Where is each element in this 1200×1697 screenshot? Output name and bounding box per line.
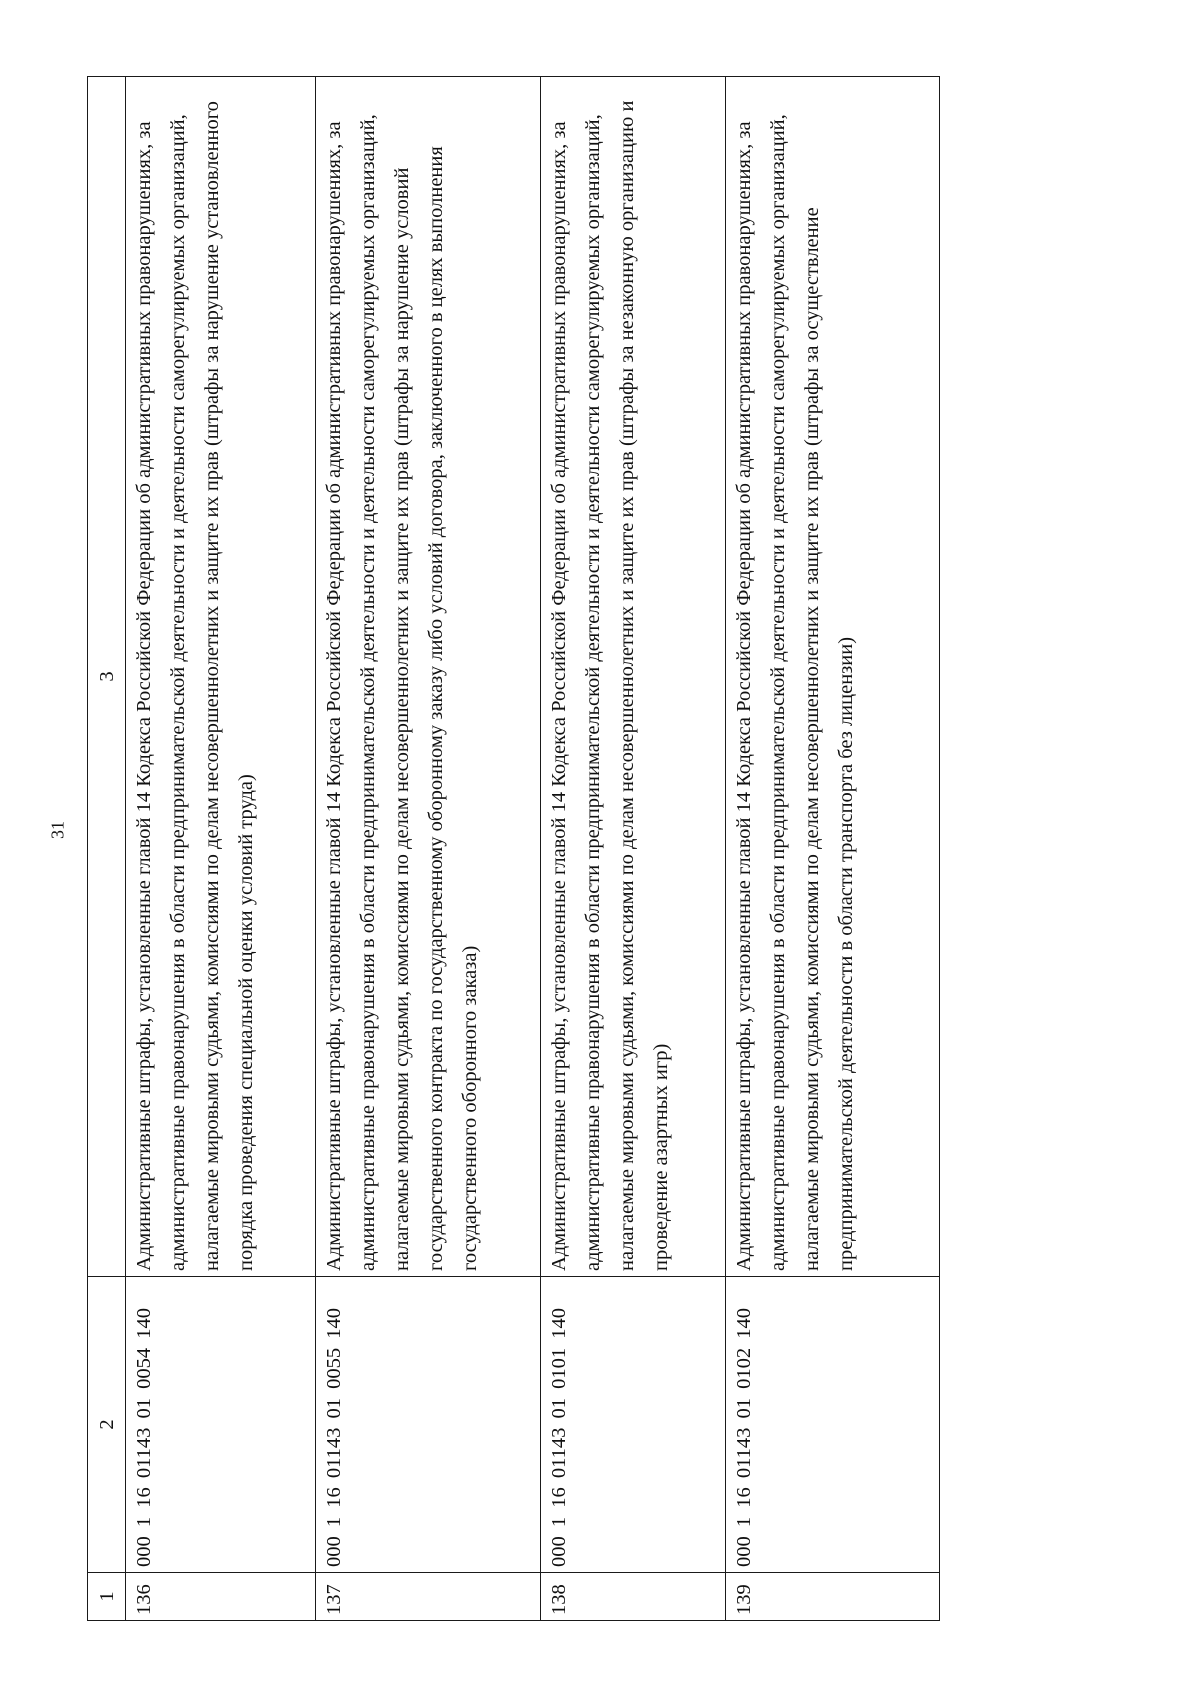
table-header-row [88, 77, 126, 1621]
row-description: Административные штрафы, установленные главой 14 Кодекса Российской Федерации об административных правонарушениях, за административные правонарушения в области предпринимательской деятельности и деятельности саморегулируемых организаций, налагаемые мировыми судьями, комиссиями по делам несовершеннолетних и защите их прав (штрафы за нарушение установленного порядка проведения специальной оценки условий труда) [126, 77, 316, 1277]
budget-code: 000 1 16 01143 01 0055 140 [316, 1277, 541, 1573]
row-number: 138 [541, 1573, 726, 1621]
row-description: Административные штрафы, установленные главой 14 Кодекса Российской Федерации об административных правонарушениях, за административные правонарушения в области предпринимательской деятельности и деятельности саморегулируемых организаций, налагаемые мировыми судьями, комиссиями по делам несовершеннолетних и защите их прав (штрафы за незаконную организацию и проведение азартных игр) [541, 77, 726, 1277]
budget-code: 000 1 16 01143 01 0101 140 [541, 1277, 726, 1573]
row-number: 137 [316, 1573, 541, 1621]
rotated-table-container [87, 76, 940, 1621]
table-row [726, 77, 940, 1621]
row-description: Административные штрафы, установленные главой 14 Кодекса Российской Федерации об административных правонарушениях, за административные правонарушения в области предпринимательской деятельности и деятельности саморегулируемых организаций, налагаемые мировыми судьями, комиссиями по делам несовершеннолетних и защите их прав (штрафы за осуществление предпринимательской деятельности в области транспорта без лицензии) [726, 77, 940, 1277]
table-row [316, 77, 541, 1621]
table-row [126, 77, 316, 1621]
row-number: 139 [726, 1573, 940, 1621]
budget-codes-table [87, 76, 940, 1621]
page-number: 31 [47, 821, 68, 839]
row-number: 136 [126, 1573, 316, 1621]
column-header-1: 1 [88, 1573, 126, 1621]
table-row [541, 77, 726, 1621]
budget-code: 000 1 16 01143 01 0054 140 [126, 1277, 316, 1573]
row-description: Административные штрафы, установленные главой 14 Кодекса Российской Федерации об административных правонарушениях, за административные правонарушения в области предпринимательской деятельности и деятельности саморегулируемых организаций, налагаемые мировыми судьями, комиссиями по делам несовершеннолетних и защите их прав (штрафы за нарушение условий государственного контракта по государственному оборонному заказу либо условий договора, заключенного в целях выполнения государственного оборонного заказа) [316, 77, 541, 1277]
column-header-3: 3 [88, 77, 126, 1277]
budget-code: 000 1 16 01143 01 0102 140 [726, 1277, 940, 1573]
column-header-2: 2 [88, 1277, 126, 1573]
